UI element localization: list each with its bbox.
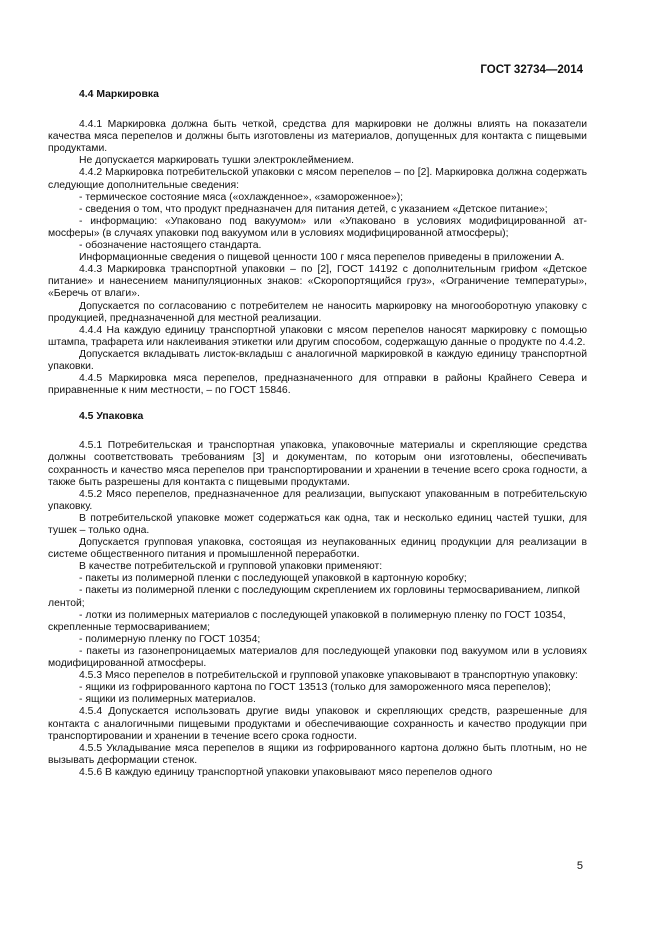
- list-item-polymer-boxes: - ящики из полимерных материалов.: [79, 694, 256, 706]
- section-heading-marking: 4.4 Маркировка: [79, 89, 159, 100]
- list-item-standard-designation: - обозначение настоящего стандарта.: [79, 240, 262, 252]
- list-item-film-bags-sealed: - пакеты из полимерной пленки с последующим скреплением их горловины термосвариванием, липкой лентой;: [48, 585, 580, 609]
- paragraph-4-4-3: 4.4.3 Маркировка транспортной упаковки – по [2], ГОСТ 14192 с дополнительным грифом «Детское питание» и нанесением манипуляционных знаков: «Скоропортящийся груз», «Ограничение температуры», «Беречь от влаги».: [48, 264, 587, 300]
- paragraph-4-4-5: 4.4.5 Маркировка мяса перепелов, предназначенного для отправки в районы Крайнего Севера и приравненные к ним местности, – по ГОСТ 15846.: [48, 373, 587, 397]
- list-item-vacuum-info: - информацию: «Упаковано под вакуумом» или «Упаковано в условиях модифицированной ат-мосферы» (в случаях упаковки под вакуумом или в условиях модифицированной атмосферы);: [48, 215, 587, 239]
- list-item-corrugated-boxes: - ящики из гофрированного картона по ГОСТ 13513 (только для замороженного мяса перепелов);: [79, 682, 551, 694]
- paragraph-nutrition-info: Информационные сведения о пищевой ценности 100 г мяса перепелов приведены в приложении А.: [79, 252, 565, 264]
- paragraph-4-4-4: 4.4.4 На каждую единицу транспортной упаковки с мясом перепелов наносят маркировку с помощью штампа, трафарета или наклеивания этикетки или другим способом, содержащую данные о продукте по 4.4.2.: [48, 324, 587, 348]
- section-heading-packaging: 4.5 Упаковка: [79, 411, 144, 423]
- paragraph-4-5-1: 4.5.1 Потребительская и транспортная упаковка, упаковочные материалы и скрепляющие средства должны соответствовать требованиям [3] и документам, по которым они изготовлены, обеспечивать сохранность и качество мяса перепелов при транспортировании и хранении в течение всего срока годности, а также быть разрешены для контакта с пищевыми продуктами.: [48, 440, 587, 488]
- paragraph-4-5-6: 4.5.6 В каждую единицу транспортной упаковки упаковывают мясо перепелов одного: [79, 766, 493, 778]
- document-body: [48, 86, 587, 779]
- list-item-polymer-film: - полимерную пленку по ГОСТ 10354;: [79, 633, 261, 645]
- list-item-polymer-trays: - лотки из полимерных материалов с последующей упаковкой в полимерную пленку по ГОСТ 10354, скрепленные термосвариванием;: [48, 609, 566, 633]
- list-item-baby-food: - сведения о том, что продукт предназначен для питания детей, с указанием «Детское питание»;: [79, 203, 548, 215]
- paragraph-4-5-5: 4.5.5 Укладывание мяса перепелов в ящики из гофрированного картона должно быть плотным, но не вызывать деформации стенок.: [48, 742, 587, 766]
- list-item-film-bags-box: - пакеты из полимерной пленки с последующей упаковкой в картонную коробку;: [79, 573, 467, 585]
- paragraph-packaging-types-intro: В качестве потребительской и групповой упаковки применяют:: [79, 561, 383, 573]
- paragraph-reusable-packaging: Допускается по согласованию с потребителем не наносить маркировку на многооборотную упаковку с продукцией, предназначенной для местной реализации.: [48, 300, 587, 324]
- standard-header: ГОСТ 32734—2014: [480, 64, 583, 76]
- list-item-gas-tight-bags: - пакеты из газонепроницаемых материалов для последующей упаковки под вакуумом или в условиях модифицированной атмосферы.: [48, 645, 587, 670]
- page-number: 5: [576, 860, 583, 872]
- paragraph-insert-leaflet: Допускается вкладывать листок-вкладыш с аналогичной маркировкой в каждую единицу транспортной упаковки.: [48, 348, 587, 372]
- paragraph-consumer-pack-contents: В потребительской упаковке может содержаться как одна, так и несколько единиц частей тушки, для тушек – только одна.: [48, 512, 587, 536]
- paragraph-no-electrobranding: Не допускается маркировать тушки электроклеймением.: [79, 155, 354, 167]
- paragraph-4-4-1: 4.4.1 Маркировка должна быть четкой, средства для маркировки не должны влиять на показатели качества мяса перепелов и должны быть изготовлены из материалов, допущенных для контакта с пищевыми продуктами.: [48, 119, 587, 155]
- paragraph-4-5-3: 4.5.3 Мясо перепелов в потребительской и групповой упаковке упаковывают в транспортную упаковку:: [79, 670, 578, 682]
- paragraph-group-packaging: Допускается групповая упаковка, состоящая из неупакованных единиц продукции для реализации в системе общественного питания и промышленной переработки.: [48, 537, 587, 561]
- list-item-thermal-state: - термическое состояние мяса («охлажденное», «замороженное»);: [79, 191, 404, 203]
- paragraph-4-5-4: 4.5.4 Допускается использовать другие виды упаковок и скрепляющих средств, разрешенные для контакта с аналогичными пищевыми продуктами и обеспечивающие сохранность и качество продукции при транспортировании и хранении в течение всего срока годности.: [48, 706, 587, 742]
- paragraph-4-5-2: 4.5.2 Мясо перепелов, предназначенное для реализации, выпускают упакованным в потребительскую упаковку.: [48, 488, 587, 512]
- paragraph-4-4-2: 4.4.2 Маркировка потребительской упаковки с мясом перепелов – по [2]. Маркировка должна содержать следующие дополнительные сведения:: [48, 167, 587, 191]
